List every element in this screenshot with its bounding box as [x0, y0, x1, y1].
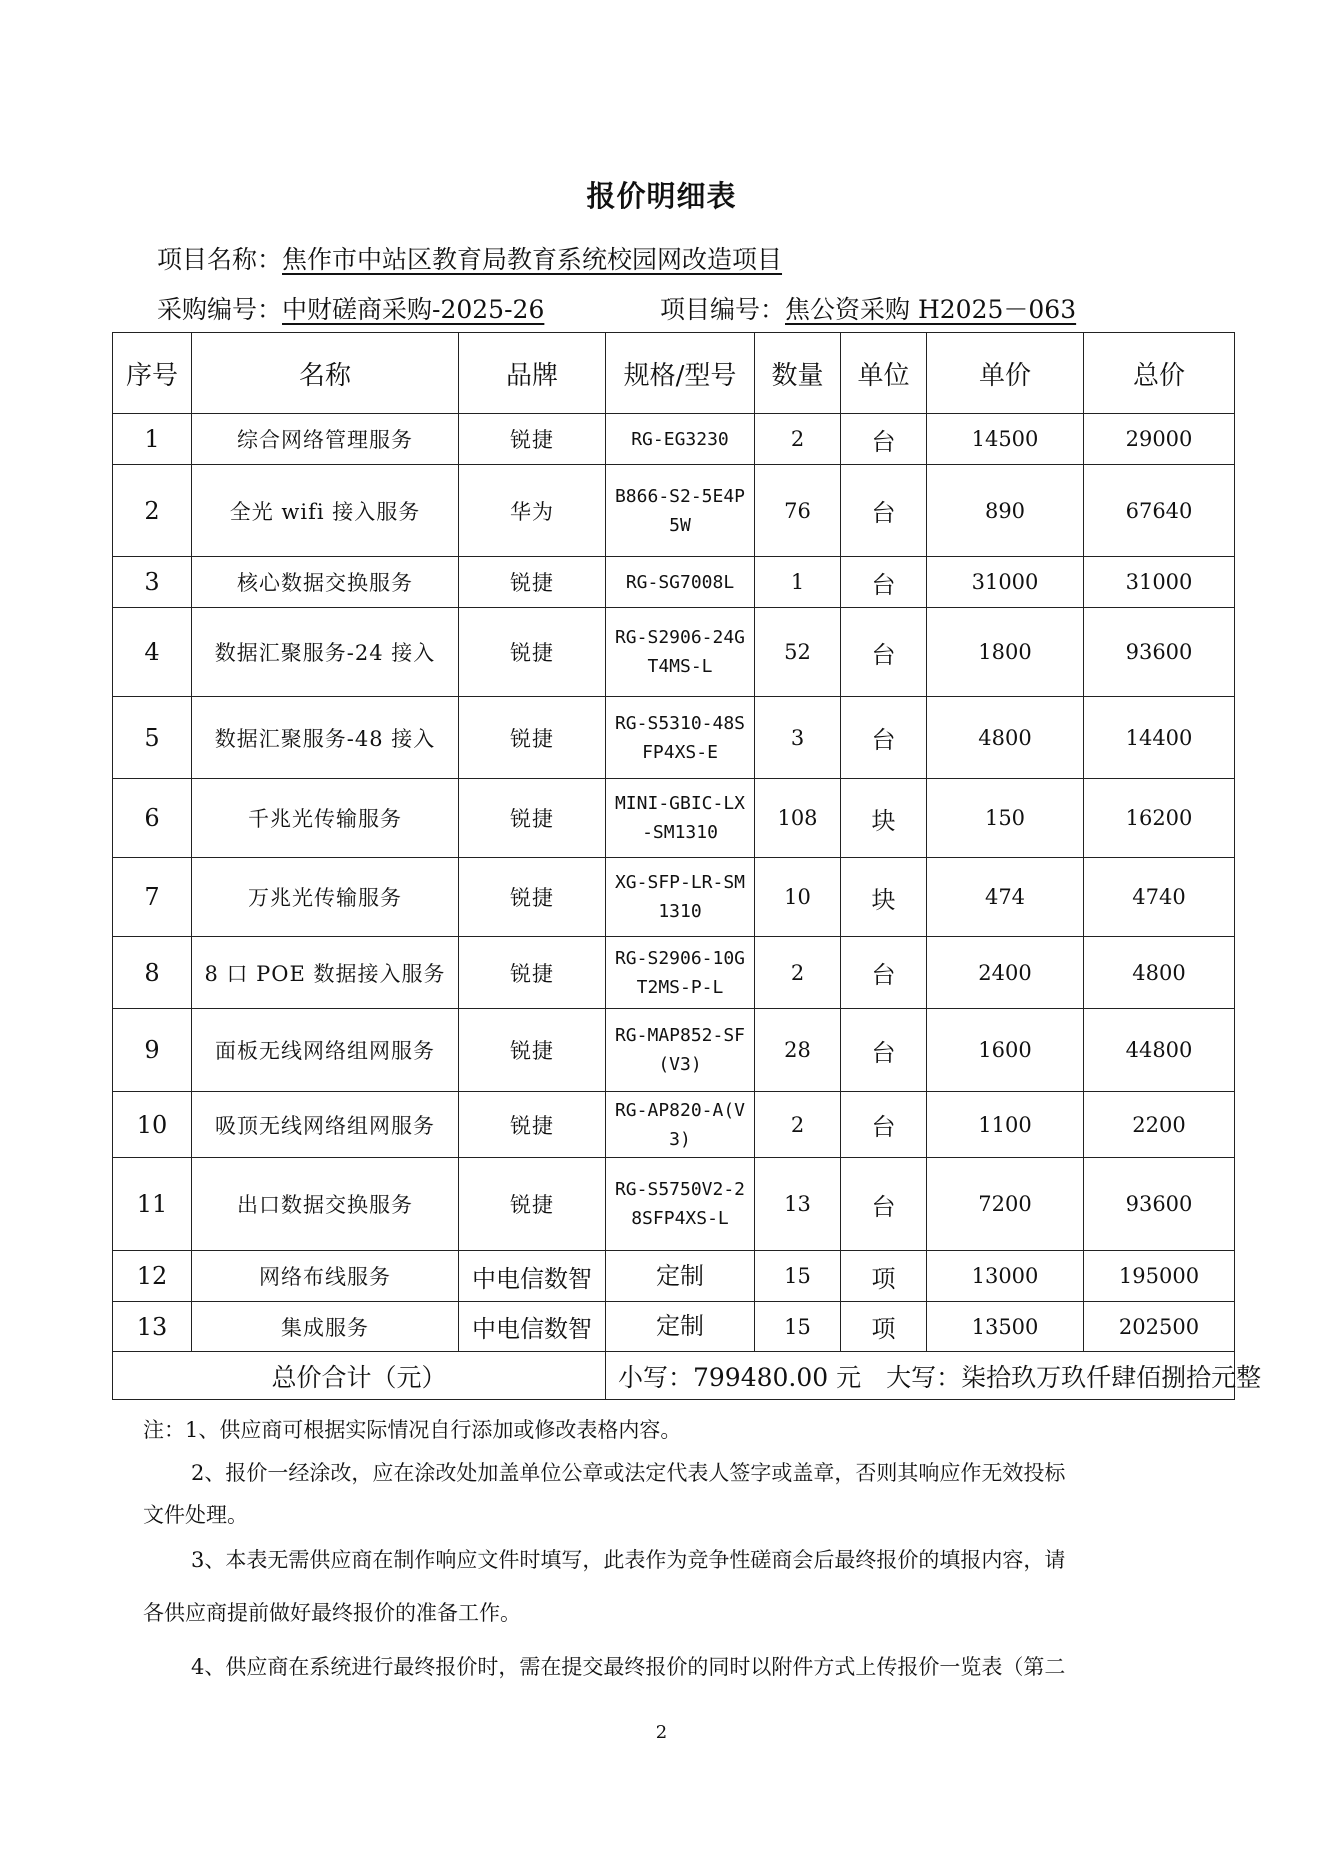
- header-quantity: 数量: [755, 333, 841, 414]
- cell-total-price: 16200: [1084, 779, 1235, 858]
- cell-name: 全光 wifi 接入服务: [192, 465, 459, 557]
- cell-unit-price: 2400: [927, 937, 1084, 1009]
- cell-index: 11: [113, 1158, 192, 1251]
- header-spec: 规格/型号: [606, 333, 755, 414]
- cell-unit-price: 1100: [927, 1092, 1084, 1158]
- cell-total-price: 195000: [1084, 1251, 1235, 1302]
- cell-spec: RG-S2906-10GT2MS-P-L: [606, 937, 755, 1009]
- cell-index: 3: [113, 557, 192, 608]
- cell-index: 2: [113, 465, 192, 557]
- cell-spec: RG-S5310-48SFP4XS-E: [606, 697, 755, 779]
- cell-quantity: 2: [755, 414, 841, 465]
- total-label: 总价合计（元）: [113, 1352, 606, 1400]
- total-row: [113, 1352, 1235, 1400]
- cell-quantity: 3: [755, 697, 841, 779]
- procurement-no-line: [157, 290, 572, 326]
- cell-spec: MINI-GBIC-LX-SM1310: [606, 779, 755, 858]
- cell-spec: RG-AP820-A(V3): [606, 1092, 755, 1158]
- header-index: 序号: [113, 333, 192, 414]
- page-number: 2: [655, 1722, 668, 1743]
- cell-unit-price: 31000: [927, 557, 1084, 608]
- cell-unit: 项: [841, 1302, 927, 1352]
- cell-unit-price: 13500: [927, 1302, 1084, 1352]
- cell-spec: B866-S2-5E4P5W: [606, 465, 755, 557]
- cell-total-price: 14400: [1084, 697, 1235, 779]
- procurement-no-value: 中财磋商采购-2025-26: [282, 295, 545, 324]
- project-no-label: 项目编号：: [660, 295, 786, 324]
- cell-name: 数据汇聚服务-24 接入: [192, 608, 459, 697]
- cell-unit-price: 890: [927, 465, 1084, 557]
- cell-index: 10: [113, 1092, 192, 1158]
- cell-spec: RG-S2906-24GT4MS-L: [606, 608, 755, 697]
- note-line-3: 文件处理。: [143, 1503, 248, 1527]
- cell-spec: XG-SFP-LR-SM1310: [606, 858, 755, 937]
- cell-quantity: 28: [755, 1009, 841, 1092]
- cell-index: 9: [113, 1009, 192, 1092]
- table-header-row: [113, 333, 1235, 414]
- cell-name: 万兆光传输服务: [192, 858, 459, 937]
- cell-name: 集成服务: [192, 1302, 459, 1352]
- cell-name: 核心数据交换服务: [192, 557, 459, 608]
- cell-unit: 台: [841, 1158, 927, 1251]
- cell-name: 综合网络管理服务: [192, 414, 459, 465]
- note-line-6: 4、供应商在系统进行最终报价时，需在提交最终报价的同时以附件方式上传报价一览表（第二: [191, 1655, 1066, 1679]
- cell-index: 8: [113, 937, 192, 1009]
- table-row: [113, 1302, 1235, 1352]
- project-name-line: [157, 240, 782, 276]
- total-value: 小写：799480.00 元 大写：柒拾玖万玖仟肆佰捌拾元整: [606, 1352, 1235, 1400]
- cell-brand: 锐捷: [459, 697, 606, 779]
- cell-unit: 台: [841, 557, 927, 608]
- cell-brand: 锐捷: [459, 1009, 606, 1092]
- cell-brand: 锐捷: [459, 1092, 606, 1158]
- cell-unit: 台: [841, 697, 927, 779]
- cell-unit-price: 7200: [927, 1158, 1084, 1251]
- cell-index: 7: [113, 858, 192, 937]
- cell-name: 面板无线网络组网服务: [192, 1009, 459, 1092]
- cell-brand: 华为: [459, 465, 606, 557]
- cell-quantity: 76: [755, 465, 841, 557]
- cell-index: 4: [113, 608, 192, 697]
- cell-unit: 块: [841, 858, 927, 937]
- cell-total-price: 67640: [1084, 465, 1235, 557]
- cell-unit: 台: [841, 1009, 927, 1092]
- cell-total-price: 29000: [1084, 414, 1235, 465]
- cell-name: 网络布线服务: [192, 1251, 459, 1302]
- project-no-value: 焦公资采购 H2025－063: [785, 295, 1077, 324]
- cell-unit: 块: [841, 779, 927, 858]
- cell-total-price: 44800: [1084, 1009, 1235, 1092]
- cell-quantity: 2: [755, 937, 841, 1009]
- project-no-line: [660, 290, 1076, 326]
- table-row: [113, 608, 1235, 697]
- cell-brand: 锐捷: [459, 557, 606, 608]
- cell-total-price: 2200: [1084, 1092, 1235, 1158]
- cell-brand: 锐捷: [459, 1158, 606, 1251]
- cell-total-price: 31000: [1084, 557, 1235, 608]
- cell-quantity: 2: [755, 1092, 841, 1158]
- note-line-2: 2、报价一经涂改，应在涂改处加盖单位公章或法定代表人签字或盖章，否则其响应作无效投标: [191, 1461, 1066, 1485]
- cell-spec: 定制: [606, 1251, 755, 1302]
- cell-brand: 中电信数智: [459, 1302, 606, 1352]
- header-brand: 品牌: [459, 333, 606, 414]
- procurement-no-label: 采购编号：: [157, 295, 283, 324]
- cell-index: 12: [113, 1251, 192, 1302]
- table-row: [113, 779, 1235, 858]
- table-row: [113, 1009, 1235, 1092]
- cell-unit: 台: [841, 414, 927, 465]
- header-unit-price: 单价: [927, 333, 1084, 414]
- cell-index: 6: [113, 779, 192, 858]
- cell-index: 5: [113, 697, 192, 779]
- cell-quantity: 1: [755, 557, 841, 608]
- cell-index: 13: [113, 1302, 192, 1352]
- cell-unit: 台: [841, 465, 927, 557]
- header-name: 名称: [192, 333, 459, 414]
- cell-total-price: 4800: [1084, 937, 1235, 1009]
- cell-name: 千兆光传输服务: [192, 779, 459, 858]
- cell-quantity: 13: [755, 1158, 841, 1251]
- cell-total-price: 202500: [1084, 1302, 1235, 1352]
- table-row: [113, 414, 1235, 465]
- cell-total-price: 4740: [1084, 858, 1235, 937]
- cell-unit: 项: [841, 1251, 927, 1302]
- cell-name: 出口数据交换服务: [192, 1158, 459, 1251]
- table-row: [113, 1251, 1235, 1302]
- cell-unit-price: 14500: [927, 414, 1084, 465]
- cell-index: 1: [113, 414, 192, 465]
- cell-unit: 台: [841, 608, 927, 697]
- quotation-table: [112, 332, 1262, 1400]
- cell-quantity: 108: [755, 779, 841, 858]
- cell-brand: 锐捷: [459, 608, 606, 697]
- cell-brand: 锐捷: [459, 414, 606, 465]
- cell-brand: 中电信数智: [459, 1251, 606, 1302]
- cell-quantity: 52: [755, 608, 841, 697]
- cell-name: 数据汇聚服务-48 接入: [192, 697, 459, 779]
- note-line-4: 3、本表无需供应商在制作响应文件时填写，此表作为竞争性磋商会后最终报价的填报内容，请: [191, 1548, 1066, 1572]
- cell-name: 8 口 POE 数据接入服务: [192, 937, 459, 1009]
- table-row: [113, 1158, 1235, 1251]
- cell-spec: RG-S5750V2-28SFP4XS-L: [606, 1158, 755, 1251]
- cell-spec: RG-SG7008L: [606, 557, 755, 608]
- cell-spec: 定制: [606, 1302, 755, 1352]
- note-line-1: 注：1、供应商可根据实际情况自行添加或修改表格内容。: [143, 1418, 682, 1442]
- cell-brand: 锐捷: [459, 858, 606, 937]
- table-row: [113, 937, 1235, 1009]
- cell-unit-price: 1600: [927, 1009, 1084, 1092]
- table-row: [113, 557, 1235, 608]
- cell-brand: 锐捷: [459, 779, 606, 858]
- cell-quantity: 15: [755, 1302, 841, 1352]
- cell-unit-price: 13000: [927, 1251, 1084, 1302]
- cell-total-price: 93600: [1084, 1158, 1235, 1251]
- cell-unit: 台: [841, 1092, 927, 1158]
- note-line-5: 各供应商提前做好最终报价的准备工作。: [143, 1601, 521, 1625]
- cell-name: 吸顶无线网络组网服务: [192, 1092, 459, 1158]
- project-name-label: 项目名称：: [157, 245, 283, 274]
- table-row: [113, 858, 1235, 937]
- header-unit: 单位: [841, 333, 927, 414]
- table-row: [113, 697, 1235, 779]
- cell-unit: 台: [841, 937, 927, 1009]
- header-total-price: 总价: [1084, 333, 1235, 414]
- cell-quantity: 15: [755, 1251, 841, 1302]
- cell-unit-price: 1800: [927, 608, 1084, 697]
- cell-unit-price: 474: [927, 858, 1084, 937]
- table-row: [113, 465, 1235, 557]
- project-name-value: 焦作市中站区教育局教育系统校园网改造项目: [282, 245, 783, 274]
- cell-brand: 锐捷: [459, 937, 606, 1009]
- cell-quantity: 10: [755, 858, 841, 937]
- cell-spec: RG-EG3230: [606, 414, 755, 465]
- page-title: 报价明细表: [586, 179, 737, 213]
- table-row: [113, 1092, 1235, 1158]
- cell-total-price: 93600: [1084, 608, 1235, 697]
- cell-spec: RG-MAP852-SF(V3): [606, 1009, 755, 1092]
- cell-unit-price: 150: [927, 779, 1084, 858]
- cell-unit-price: 4800: [927, 697, 1084, 779]
